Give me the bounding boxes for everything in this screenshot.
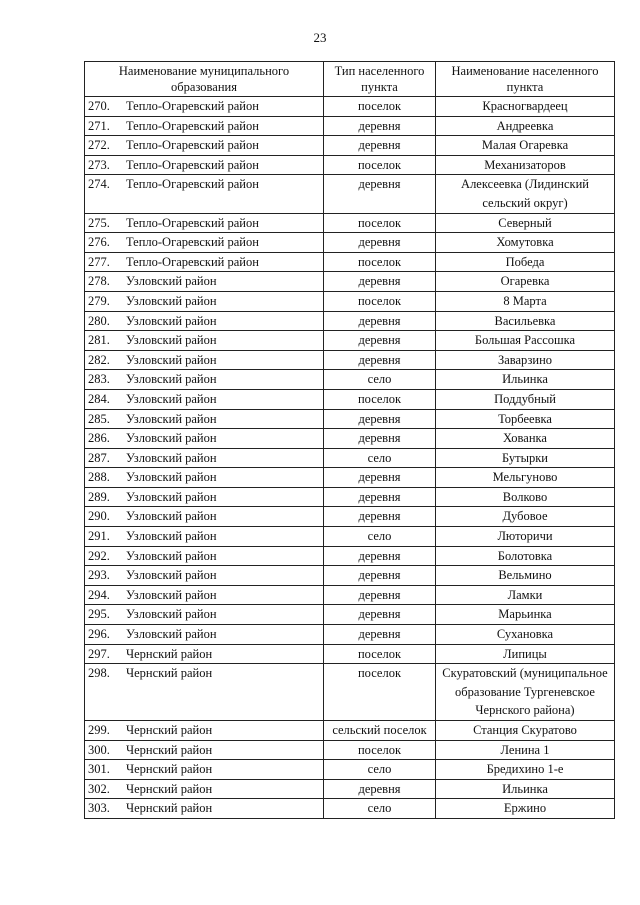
settlement-type-cell: деревня <box>324 566 436 586</box>
municipality-cell <box>85 331 324 351</box>
municipality-cell <box>85 779 324 799</box>
row-number: 295. <box>88 607 110 622</box>
municipality-cell <box>85 468 324 488</box>
municipality-name: Узловский район <box>126 509 217 524</box>
row-number: 289. <box>88 489 110 504</box>
settlement-type-cell: деревня <box>324 409 436 429</box>
settlement-name-cell: Ламки <box>436 585 615 605</box>
settlement-name-cell: Сухановка <box>436 625 615 645</box>
municipality-name: Чернский район <box>126 646 213 661</box>
municipality-cell <box>85 291 324 311</box>
table-row <box>85 409 615 429</box>
settlement-type-cell: сельский поселок <box>324 721 436 741</box>
settlement-name-cell: Большая Рассошка <box>436 331 615 351</box>
settlement-type-cell: село <box>324 370 436 390</box>
settlement-name-cell: Победа <box>436 252 615 272</box>
table-row <box>85 625 615 645</box>
settlement-name-cell: Ильинка <box>436 779 615 799</box>
row-number: 287. <box>88 450 110 465</box>
table-row <box>85 350 615 370</box>
settlement-type-cell: деревня <box>324 233 436 253</box>
municipality-cell <box>85 625 324 645</box>
settlement-name-cell: Механизаторов <box>436 155 615 175</box>
row-number: 284. <box>88 391 110 406</box>
municipality-name: Чернский район <box>126 723 213 737</box>
settlement-name-cell: Поддубный <box>436 389 615 409</box>
table-row <box>85 799 615 819</box>
municipality-name: Тепло-Огаревский район <box>126 177 259 192</box>
table-row <box>85 527 615 547</box>
municipality-name: Узловский район <box>126 411 217 426</box>
table-row <box>85 644 615 664</box>
municipality-cell <box>85 272 324 292</box>
table-row <box>85 760 615 780</box>
settlement-type-cell: поселок <box>324 389 436 409</box>
table-row <box>85 116 615 136</box>
settlement-type-cell: деревня <box>324 779 436 799</box>
municipality-cell <box>85 566 324 586</box>
settlement-type-cell: деревня <box>324 487 436 507</box>
municipality-name: Тепло-Огаревский район <box>126 235 259 250</box>
row-number: 276. <box>88 235 110 250</box>
settlement-type-cell: деревня <box>324 468 436 488</box>
table-row <box>85 585 615 605</box>
table-row <box>85 389 615 409</box>
row-number: 299. <box>88 723 110 737</box>
page-number: 23 <box>313 30 327 45</box>
municipality-name: Узловский район <box>126 529 217 544</box>
municipality-name: Узловский район <box>126 431 217 446</box>
municipality-name: Чернский район <box>126 781 213 796</box>
table-row <box>85 448 615 468</box>
municipality-name: Тепло-Огаревский район <box>126 215 259 230</box>
row-number: 297. <box>88 646 110 661</box>
table-row <box>85 136 615 156</box>
municipality-cell <box>85 409 324 429</box>
municipality-name: Чернский район <box>126 742 213 757</box>
municipality-cell <box>85 155 324 175</box>
municipality-cell <box>85 252 324 272</box>
municipality-name: Узловский район <box>126 470 217 485</box>
table-row <box>85 252 615 272</box>
settlement-type-cell: деревня <box>324 116 436 136</box>
row-number: 278. <box>88 274 110 289</box>
settlement-name-cell: Торбеевка <box>436 409 615 429</box>
row-number: 298. <box>88 666 110 681</box>
settlement-type-cell: поселок <box>324 291 436 311</box>
settlement-name-cell: Бредихино 1-е <box>436 760 615 780</box>
table-row <box>85 566 615 586</box>
settlement-name-cell: Северный <box>436 213 615 233</box>
settlement-name-cell: Люторичи <box>436 527 615 547</box>
table-row <box>85 664 615 721</box>
municipality-cell <box>85 487 324 507</box>
settlement-name-cell: Станция Скуратово <box>436 721 615 741</box>
settlement-type-cell: деревня <box>324 136 436 156</box>
table-body <box>85 97 615 819</box>
table-row <box>85 175 615 213</box>
municipality-cell <box>85 721 324 741</box>
settlement-type-cell: деревня <box>324 507 436 527</box>
settlement-name-cell: Хомутовка <box>436 233 615 253</box>
table-header <box>85 62 615 97</box>
municipality-cell <box>85 350 324 370</box>
municipality-cell <box>85 116 324 136</box>
settlement-name-cell: Алексеевка (Лидинский сельский округ) <box>436 175 615 213</box>
settlement-name-cell: Васильевка <box>436 311 615 331</box>
municipality-name: Чернский район <box>126 801 213 816</box>
settlement-type-cell: деревня <box>324 311 436 331</box>
settlement-type-cell: деревня <box>324 625 436 645</box>
municipality-name: Узловский район <box>126 372 217 387</box>
municipality-name: Узловский район <box>126 450 217 465</box>
settlement-name-cell: Вельмино <box>436 566 615 586</box>
row-number: 271. <box>88 118 110 133</box>
settlement-name-cell: Ленина 1 <box>436 740 615 760</box>
municipality-cell <box>85 311 324 331</box>
row-number: 290. <box>88 509 110 524</box>
municipality-name: Узловский район <box>126 607 217 622</box>
municipality-cell <box>85 213 324 233</box>
municipality-cell <box>85 527 324 547</box>
table-row <box>85 546 615 566</box>
municipality-name: Чернский район <box>126 666 213 681</box>
table-row <box>85 429 615 449</box>
row-number: 272. <box>88 138 110 153</box>
table-row <box>85 740 615 760</box>
municipality-cell <box>85 448 324 468</box>
municipality-name: Узловский район <box>126 568 217 583</box>
municipality-cell <box>85 585 324 605</box>
table-row <box>85 468 615 488</box>
settlement-name-cell: Дубовое <box>436 507 615 527</box>
municipality-cell <box>85 799 324 819</box>
row-number: 285. <box>88 411 110 426</box>
settlement-type-cell: деревня <box>324 272 436 292</box>
municipality-name: Узловский район <box>126 627 217 642</box>
settlement-type-cell: село <box>324 527 436 547</box>
table-row <box>85 155 615 175</box>
settlement-type-cell: деревня <box>324 546 436 566</box>
municipality-cell <box>85 605 324 625</box>
settlement-type-cell: поселок <box>324 252 436 272</box>
municipality-name: Тепло-Огаревский район <box>126 157 259 172</box>
municipality-name: Узловский район <box>126 274 217 289</box>
municipality-name: Узловский район <box>126 293 217 308</box>
settlement-name-cell: Хованка <box>436 429 615 449</box>
row-number: 286. <box>88 431 110 446</box>
table-row <box>85 507 615 527</box>
municipality-cell <box>85 136 324 156</box>
municipality-cell <box>85 664 324 721</box>
municipality-cell <box>85 740 324 760</box>
settlement-name-cell: Мельгуново <box>436 468 615 488</box>
settlement-type-cell: село <box>324 799 436 819</box>
row-number: 281. <box>88 333 110 348</box>
municipality-cell <box>85 429 324 449</box>
municipality-cell <box>85 233 324 253</box>
settlement-name-cell: Малая Огаревка <box>436 136 615 156</box>
municipality-name: Тепло-Огаревский район <box>126 118 259 133</box>
municipality-cell <box>85 97 324 117</box>
settlement-name-cell: Волково <box>436 487 615 507</box>
row-number: 294. <box>88 587 110 602</box>
table-row <box>85 272 615 292</box>
settlement-type-cell: деревня <box>324 585 436 605</box>
row-number: 277. <box>88 254 110 269</box>
table-row <box>85 213 615 233</box>
settlement-type-cell: деревня <box>324 605 436 625</box>
table-row <box>85 779 615 799</box>
row-number: 303. <box>88 801 110 816</box>
row-number: 288. <box>88 470 110 485</box>
row-number: 291. <box>88 529 110 544</box>
municipality-cell <box>85 389 324 409</box>
municipality-name: Узловский район <box>126 391 217 406</box>
settlement-name-cell: Скуратовский (муниципальное образование Тургеневское Чернского района) <box>436 664 615 721</box>
row-number: 279. <box>88 293 110 308</box>
settlement-type-cell: поселок <box>324 155 436 175</box>
settlement-name-cell: Заварзино <box>436 350 615 370</box>
row-number: 292. <box>88 548 110 563</box>
settlement-name-cell: Бутырки <box>436 448 615 468</box>
table-row <box>85 487 615 507</box>
municipality-cell <box>85 546 324 566</box>
settlement-type-cell: деревня <box>324 429 436 449</box>
table-row <box>85 331 615 351</box>
settlement-type-cell: село <box>324 448 436 468</box>
settlement-type-cell: поселок <box>324 664 436 721</box>
municipality-cell <box>85 507 324 527</box>
row-number: 274. <box>88 177 110 192</box>
header-municipality: Наименование муниципального образования <box>85 62 324 97</box>
settlement-type-cell: деревня <box>324 350 436 370</box>
row-number: 293. <box>88 568 110 583</box>
table-row <box>85 291 615 311</box>
municipality-cell <box>85 175 324 213</box>
municipality-name: Узловский район <box>126 352 217 367</box>
municipality-cell <box>85 760 324 780</box>
table-row <box>85 605 615 625</box>
settlement-type-cell: деревня <box>324 175 436 213</box>
settlement-type-cell: село <box>324 760 436 780</box>
municipality-name: Узловский район <box>126 489 217 504</box>
table-row <box>85 370 615 390</box>
settlement-name-cell: Огаревка <box>436 272 615 292</box>
municipality-name: Тепло-Огаревский район <box>126 138 259 153</box>
settlement-type-cell: деревня <box>324 331 436 351</box>
row-number: 296. <box>88 627 110 642</box>
row-number: 283. <box>88 372 110 387</box>
settlement-type-cell: поселок <box>324 97 436 117</box>
header-settlement-type: Тип населенного пункта <box>324 62 436 97</box>
table-row <box>85 311 615 331</box>
settlement-name-cell: Ильинка <box>436 370 615 390</box>
settlements-table <box>84 61 615 819</box>
municipality-name: Тепло-Огаревский район <box>126 99 259 113</box>
row-number: 275. <box>88 215 110 230</box>
row-number: 300. <box>88 742 110 757</box>
municipality-cell <box>85 644 324 664</box>
municipality-cell <box>85 370 324 390</box>
table-row <box>85 233 615 253</box>
settlement-name-cell: Ержино <box>436 799 615 819</box>
row-number: 273. <box>88 157 110 172</box>
row-number: 280. <box>88 313 110 328</box>
municipality-name: Узловский район <box>126 333 217 348</box>
municipality-name: Тепло-Огаревский район <box>126 254 259 269</box>
table-row <box>85 97 615 117</box>
settlement-name-cell: Марьинка <box>436 605 615 625</box>
settlement-name-cell: Липицы <box>436 644 615 664</box>
settlement-name-cell: Андреевка <box>436 116 615 136</box>
row-number: 282. <box>88 352 110 367</box>
settlement-name-cell: Красногвардеец <box>436 97 615 117</box>
municipality-name: Узловский район <box>126 548 217 563</box>
municipality-name: Узловский район <box>126 587 217 602</box>
table-row <box>85 721 615 741</box>
settlement-type-cell: поселок <box>324 644 436 664</box>
row-number: 301. <box>88 762 110 777</box>
municipality-name: Узловский район <box>126 313 217 328</box>
header-settlement-name: Наименование населенного пункта <box>436 62 615 97</box>
row-number: 270. <box>88 99 110 113</box>
settlement-name-cell: Болотовка <box>436 546 615 566</box>
row-number: 302. <box>88 781 110 796</box>
municipality-name: Чернский район <box>126 762 213 777</box>
settlement-name-cell: 8 Марта <box>436 291 615 311</box>
settlement-type-cell: поселок <box>324 740 436 760</box>
settlement-type-cell: поселок <box>324 213 436 233</box>
